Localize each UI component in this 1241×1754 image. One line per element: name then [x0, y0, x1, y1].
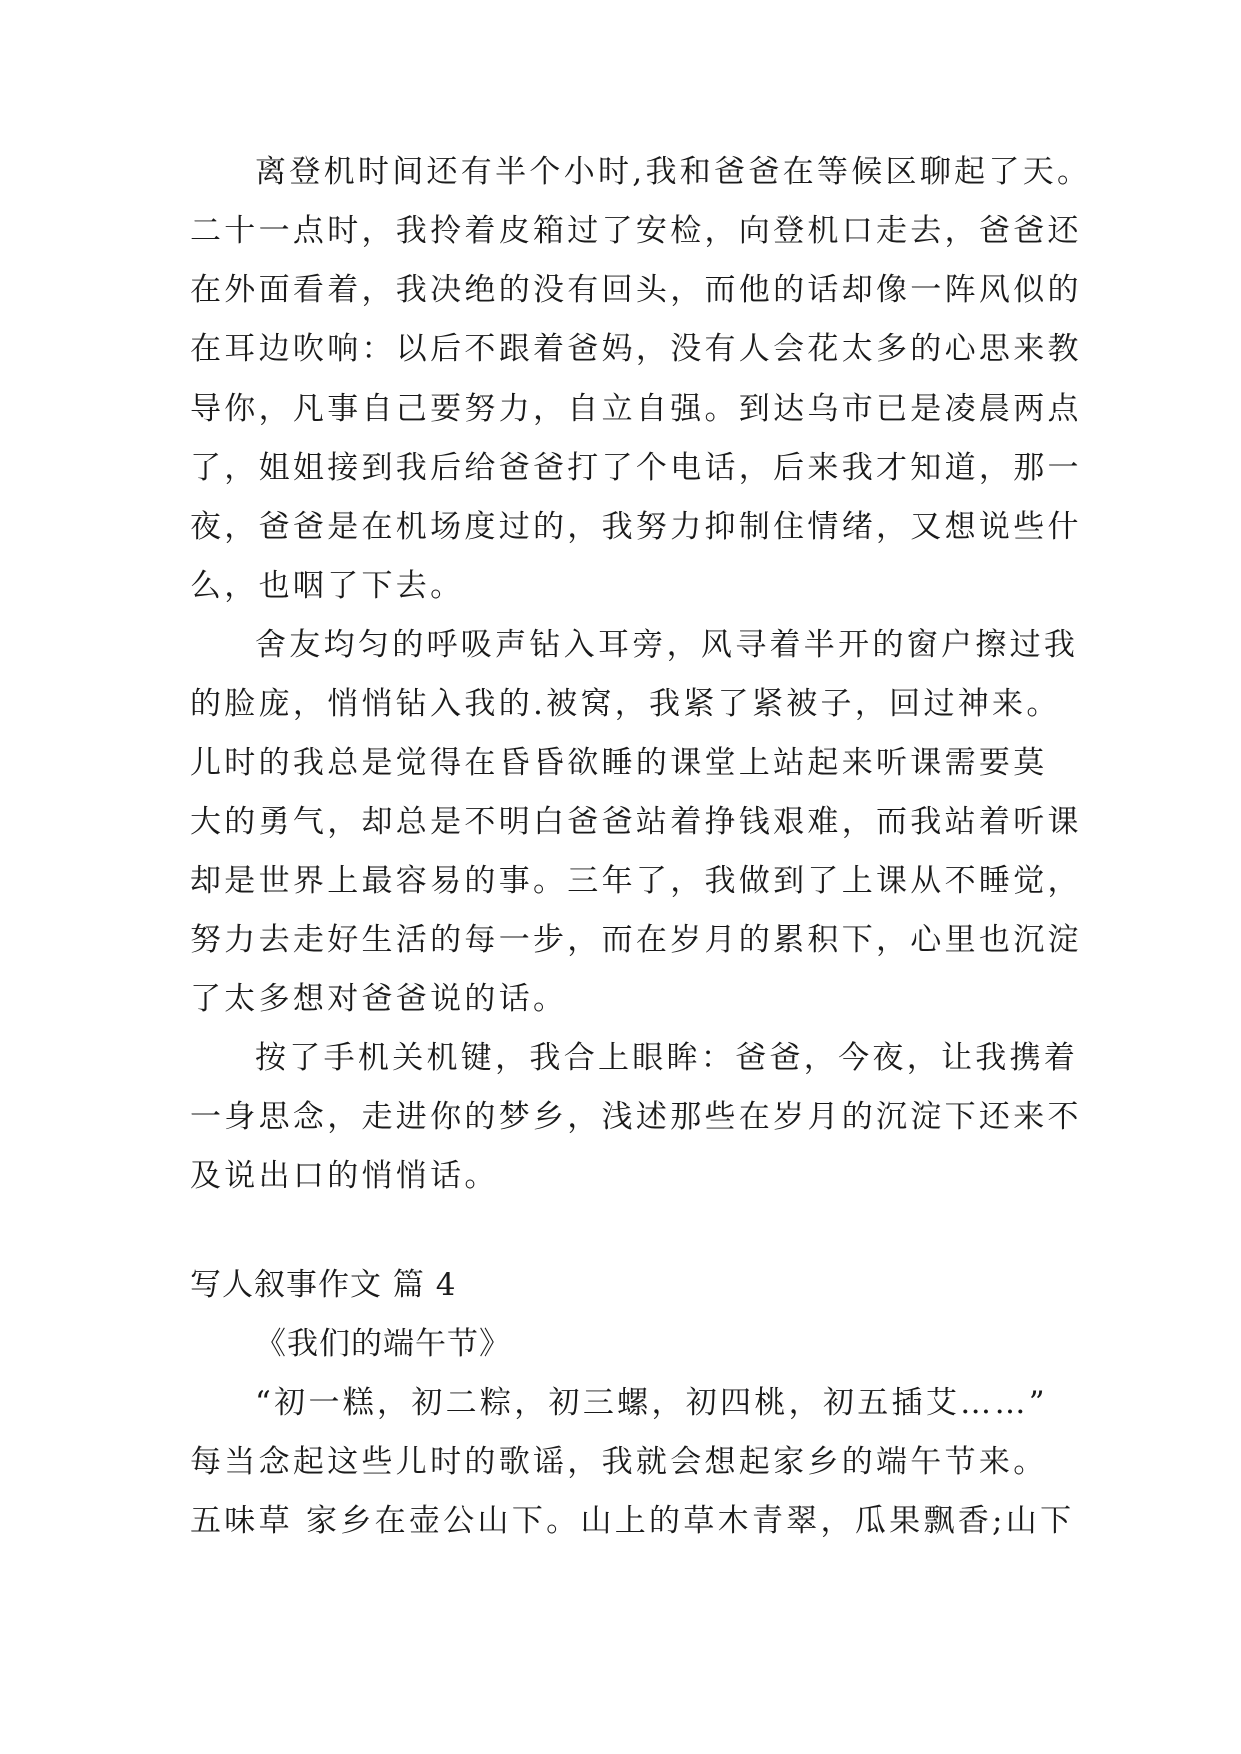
paragraph-2-line-3: 儿时的我总是觉得在昏昏欲睡的课堂上站起来听课需要莫: [190, 745, 1048, 781]
paragraph-1-line-2: 二十一点时，我拎着皮箱过了安检，向登机口走去，爸爸还: [190, 213, 1082, 249]
paragraph-1-line-8: 么，也咽了下去。: [190, 568, 465, 604]
paragraph-2-line-5: 却是世界上最容易的事。三年了，我做到了上课从不睡觉，: [190, 863, 1082, 899]
paragraph-3-line-3: 及说出口的悄悄话。: [190, 1158, 499, 1194]
paragraph-1-line-7: 夜，爸爸是在机场度过的，我努力抑制住情绪，又想说些什: [190, 509, 1082, 545]
paragraph-1-line-4: 在耳边吹响：以后不跟着爸妈，没有人会花太多的心思来教: [190, 331, 1082, 367]
paragraph-1-line-1: 离登机时间还有半个小时,我和爸爸在等候区聊起了天。: [255, 154, 1092, 190]
paragraph-3-line-1: 按了手机关机键，我合上眼眸：爸爸，今夜，让我携着: [255, 1040, 1079, 1076]
paragraph-2-line-4: 大的勇气，却总是不明白爸爸站着挣钱艰难，而我站着听课: [190, 804, 1082, 840]
paragraph-2-line-2: 的脸庞，悄悄钻入我的.被窝，我紧了紧被子，回过神来。: [190, 686, 1061, 722]
paragraph-4-line-2: 每当念起这些儿时的歌谣，我就会想起家乡的端午节来。: [190, 1444, 1048, 1480]
essay-title: 《我们的端午节》: [255, 1326, 511, 1362]
paragraph-1-line-3: 在外面看着，我决绝的没有回头，而他的话却像一阵风似的: [190, 272, 1082, 308]
paragraph-2-line-7: 了太多想对爸爸说的话。: [190, 981, 568, 1017]
paragraph-2-line-1: 舍友均匀的呼吸声钻入耳旁，风寻着半开的窗户擦过我: [255, 627, 1079, 663]
paragraph-1-line-5: 导你，凡事自己要努力，自立自强。到达乌市已是凌晨两点: [190, 391, 1082, 427]
paragraph-4-line-3: 五味草 家乡在壶公山下。山上的草木青翠，瓜果飘香;山下: [190, 1503, 1075, 1539]
section-heading: 写人叙事作文 篇 4: [190, 1267, 457, 1303]
paragraph-2-line-6: 努力去走好生活的每一步，而在岁月的累积下，心里也沉淀: [190, 922, 1082, 958]
paragraph-1-line-6: 了，姐姐接到我后给爸爸打了个电话，后来我才知道，那一: [190, 450, 1082, 486]
paragraph-4-line-1: “初一糕，初二粽，初三螺，初四桃，初五插艾……”: [255, 1385, 1048, 1421]
paragraph-3-line-2: 一身思念，走进你的梦乡，浅述那些在岁月的沉淀下还来不: [190, 1099, 1082, 1135]
